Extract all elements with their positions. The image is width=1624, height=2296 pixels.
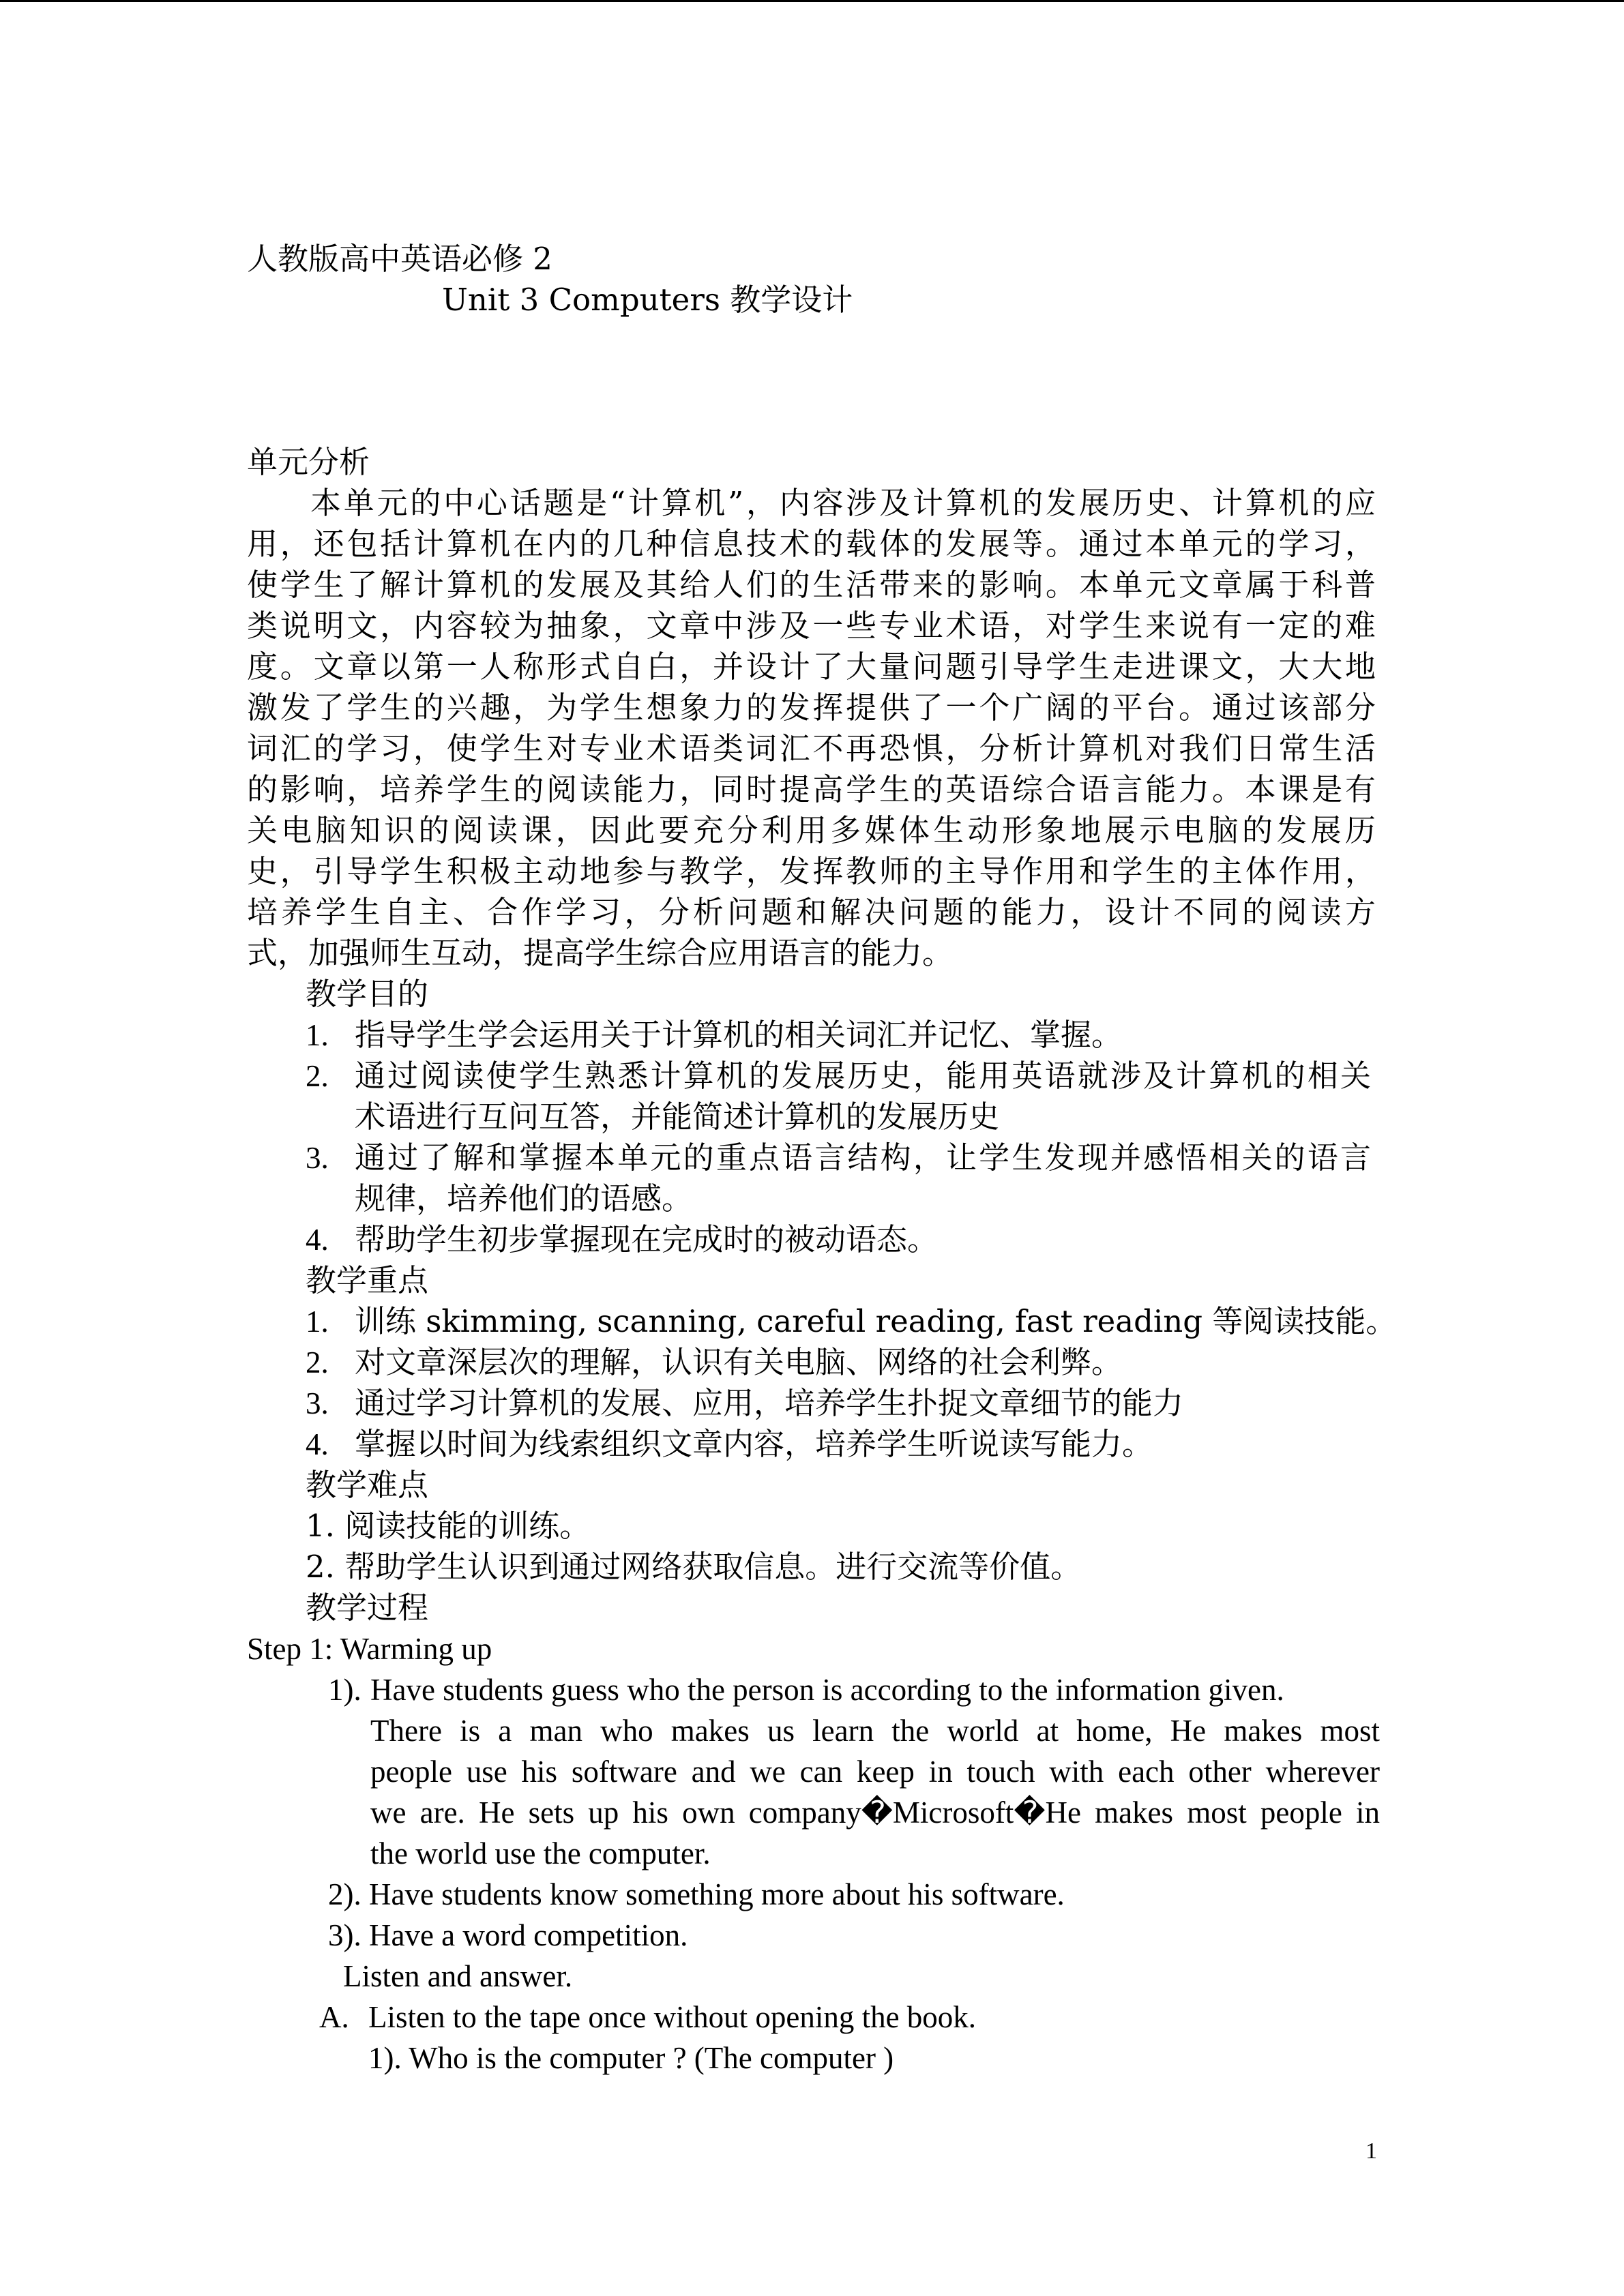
step-item: 3). Have a word competition. — [328, 1918, 688, 1952]
section-heading-key-points: 教学重点 — [306, 1262, 429, 1298]
key-point-number: 3. — [306, 1386, 329, 1420]
document-title: Unit 3 Computers 教学设计 — [442, 282, 853, 318]
sub-question: 1). Who is the computer ? (The computer ) — [368, 2041, 894, 2075]
step-item-text: There is a man who makes us learn the world at home, He makes most — [370, 1714, 1380, 1748]
objective-item: 通过了解和掌握本单元的重点语言结构，让学生发现并感悟相关的语言 — [355, 1139, 1371, 1176]
paragraph-line: 的影响，培养学生的阅读能力，同时提高学生的英语综合语言能力。本课是有 — [247, 771, 1376, 807]
paragraph-line: 度。文章以第一人称形式自白，并设计了大量问题引导学生走进课文，大大地 — [247, 648, 1376, 685]
paragraph-line: 关电脑知识的阅读课，因此要充分利用多媒体生动形象地展示电脑的发展历 — [247, 812, 1376, 848]
listen-and-answer: Listen and answer. — [343, 1959, 573, 1993]
paragraph-line: 培养学生自主、合作学习，分析问题和解决问题的能力，设计不同的阅读方 — [247, 894, 1376, 930]
step-item-text: Have students guess who the person is according to the information given. — [370, 1673, 1284, 1707]
paragraph-line: 使学生了解计算机的发展及其给人们的生活带来的影响。本单元文章属于科普 — [247, 567, 1376, 603]
key-point-number: 4. — [306, 1427, 329, 1461]
paragraph-line: 激发了学生的兴趣，为学生想象力的发挥提供了一个广阔的平台。通过该部分 — [247, 689, 1376, 726]
objective-item: 帮助学生初步掌握现在完成时的被动语态。 — [355, 1221, 939, 1257]
section-heading-difficulties: 教学难点 — [306, 1467, 429, 1503]
objective-number: 2. — [306, 1059, 329, 1093]
objective-number: 1. — [306, 1018, 329, 1052]
key-point-item: 通过学习计算机的发展、应用，培养学生扑捉文章细节的能力 — [355, 1385, 1184, 1421]
objective-item-continued: 术语进行互问互答，并能简述计算机的发展历史 — [355, 1099, 1000, 1135]
objective-item: 通过阅读使学生熟悉计算机的发展历史，能用英语就涉及计算机的相关 — [355, 1058, 1371, 1094]
step-heading: Step 1: Warming up — [247, 1632, 492, 1666]
paragraph-line: 本单元的中心话题是“计算机”，内容涉及计算机的发展历史、计算机的应 — [310, 485, 1376, 521]
key-point-number: 1. — [306, 1304, 329, 1339]
paragraph-line: 式，加强师生互动，提高学生综合应用语言的能力。 — [247, 935, 954, 971]
paragraph-line: 用，还包括计算机在内的几种信息技术的载体的发展等。通过本单元的学习， — [247, 526, 1376, 562]
key-point-item: 训练 skimming, scanning, careful reading, fast reading 等阅读技能。 — [355, 1303, 1397, 1339]
paragraph-line: 史，引导学生积极主动地参与教学，发挥教师的主导作用和学生的主体作用， — [247, 853, 1376, 889]
objective-number: 3. — [306, 1141, 329, 1175]
step-item-label: 1). — [328, 1673, 361, 1707]
objective-item: 指导学生学会运用关于计算机的相关词汇并记忆、掌握。 — [355, 1017, 1123, 1053]
key-point-item: 对文章深层次的理解，认识有关电脑、网络的社会利弊。 — [355, 1344, 1123, 1380]
section-heading-process: 教学过程 — [306, 1590, 429, 1626]
page-number: 1 — [1365, 2138, 1377, 2164]
key-point-number: 2. — [306, 1345, 329, 1380]
section-heading-objectives: 教学目的 — [306, 976, 429, 1012]
step-item: 2). Have students know something more about his software. — [328, 1877, 1065, 1911]
section-heading-unit-analysis: 单元分析 — [247, 444, 370, 480]
difficulty-item: 1. 阅读技能的训练。 — [306, 1508, 591, 1544]
step-item-text: we are. He sets up his own company�Microsoft�He makes most people in — [370, 1795, 1380, 1830]
step-item-text: the world use the computer. — [370, 1836, 711, 1870]
difficulty-item: 2. 帮助学生认识到通过网络获取信息。进行交流等价值。 — [306, 1549, 1082, 1585]
objective-item-continued: 规律，培养他们的语感。 — [355, 1180, 693, 1217]
paragraph-line: 词汇的学习，使学生对专业术语类词汇不再恐惧，分析计算机对我们日常生活 — [247, 730, 1376, 766]
sub-item-label: A. — [319, 2000, 349, 2034]
step-item-text: people use his software and we can keep in touch with each other wherever — [370, 1755, 1380, 1789]
sub-item-text: Listen to the tape once without opening the book. — [368, 2000, 977, 2034]
document-subtitle: 人教版高中英语必修 2 — [247, 241, 552, 277]
paragraph-line: 类说明文，内容较为抽象，文章中涉及一些专业术语，对学生来说有一定的难 — [247, 608, 1376, 644]
key-point-item: 掌握以时间为线索组织文章内容，培养学生听说读写能力。 — [355, 1426, 1153, 1462]
top-border — [0, 0, 1624, 2]
objective-number: 4. — [306, 1223, 329, 1257]
